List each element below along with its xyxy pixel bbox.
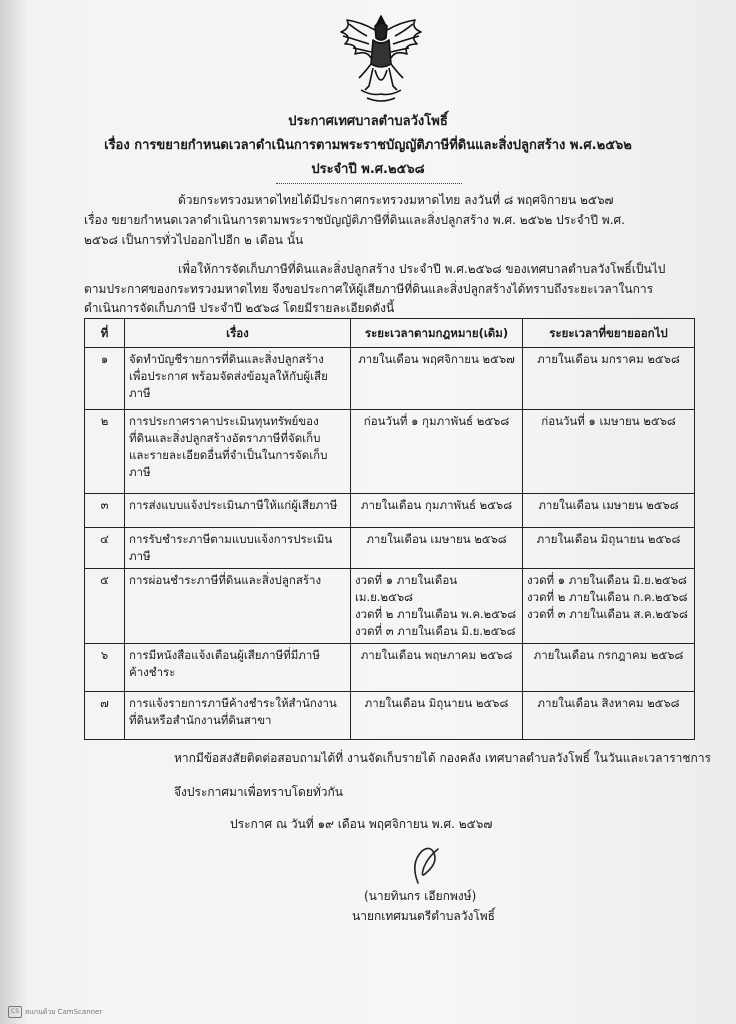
row-topic — [125, 692, 351, 740]
row-number: ๔ — [85, 528, 125, 569]
table-body — [85, 348, 695, 740]
signer-name: (นายทินกร เอียกพงษ์) — [364, 889, 477, 903]
row-topic — [125, 528, 351, 569]
row-old-period-line: งวดที่ ๓ ภายในเดือน มิ.ย.๒๕๖๘ — [355, 624, 516, 638]
row-new-period-line: งวดที่ ๒ ภายในเดือน ก.ค.๒๕๖๘ — [527, 590, 688, 604]
table-row — [85, 528, 695, 569]
row-old-period-line: ก่อนวันที่ ๑ กุมภาพันธ์ ๒๕๖๘ — [363, 414, 510, 428]
row-topic — [125, 410, 351, 494]
row-topic-line: ค้างชำระ — [129, 665, 176, 679]
announce-line: จึงประกาศมาเพื่อทราบโดยทั่วกัน — [174, 785, 343, 799]
row-topic-line: การมีหนังสือแจ้งเตือนผู้เสียภาษีที่มีภาษี — [129, 648, 320, 662]
header-new-period: ระยะเวลาที่ขยายออกไป — [523, 319, 695, 348]
row-new-period — [523, 644, 695, 692]
row-number: ๗ — [85, 692, 125, 740]
row-topic — [125, 348, 351, 410]
row-topic-line: ภาษี — [129, 465, 151, 479]
row-number: ๑ — [85, 348, 125, 410]
table-row — [85, 644, 695, 692]
row-old-period — [351, 569, 523, 644]
announcement-subject: เรื่อง การขยายกำหนดเวลาดำเนินการตามพระราชบัญญัติภาษีที่ดินและสิ่งปลูกสร้าง พ.ศ.๒๕๖๒ — [104, 138, 632, 153]
row-number: ๕ — [85, 569, 125, 644]
row-topic-line: ภาษี — [129, 549, 151, 563]
row-old-period-line: ภายในเดือน เมษายน ๒๕๖๘ — [366, 532, 507, 546]
row-new-period — [523, 494, 695, 528]
row-new-period — [523, 528, 695, 569]
row-topic-line: การผ่อนชำระภาษีที่ดินและสิ่งปลูกสร้าง — [129, 573, 322, 587]
table-row — [85, 569, 695, 644]
row-old-period — [351, 348, 523, 410]
table-row — [85, 410, 695, 494]
header-topic: เรื่อง — [125, 319, 351, 348]
camscanner-icon: CS — [8, 1006, 22, 1018]
announcement-year: ประจำปี พ.ศ.๒๕๖๘ — [311, 162, 425, 177]
divider-line — [276, 183, 462, 184]
row-old-period-line: งวดที่ ๒ ภายในเดือน พ.ค.๒๕๖๘ — [355, 607, 517, 621]
row-old-period-line: ภายในเดือน พฤศจิกายน ๒๕๖๗ — [358, 352, 515, 366]
paragraph1-line2: เรื่อง ขยายกำหนดเวลาดำเนินการตามพระราชบัญญัติภาษีที่ดินและสิ่งปลูกสร้าง พ.ศ. ๒๕๖๒ ประจำปี พ.ศ. — [84, 213, 625, 227]
row-new-period-line: งวดที่ ๓ ภายในเดือน ส.ค.๒๕๖๘ — [527, 607, 688, 621]
row-new-period-line: ภายในเดือน สิงหาคม ๒๕๖๘ — [537, 696, 680, 710]
header-old-period: ระยะเวลาตามกฎหมาย(เดิม) — [351, 319, 523, 348]
row-topic — [125, 569, 351, 644]
garuda-emblem-icon — [331, 14, 431, 106]
row-topic-line: และรายละเอียดอื่นที่จำเป็นในการจัดเก็บ — [129, 448, 328, 462]
row-topic-line: การแจ้งรายการภาษีค้างชำระให้สำนักงาน — [129, 696, 337, 710]
row-number: ๒ — [85, 410, 125, 494]
row-new-period-line: ภายในเดือน เมษายน ๒๕๖๘ — [538, 498, 679, 512]
signer-title: นายกเทศมนตรีตำบลวังโพธิ์ — [352, 909, 495, 923]
row-topic — [125, 494, 351, 528]
row-topic-line: การรับชำระภาษีตามแบบแจ้งการประเมิน — [129, 532, 333, 546]
row-old-period — [351, 692, 523, 740]
table-header-row — [85, 319, 695, 348]
paragraph2-line1: เพื่อให้การจัดเก็บภาษีที่ดินและสิ่งปลูกสร้าง ประจำปี พ.ศ.๒๕๖๘ ของเทศบาลตำบลวังโพธิ์เป็นไป — [178, 262, 666, 276]
row-number: ๓ — [85, 494, 125, 528]
row-new-period-line: ก่อนวันที่ ๑ เมษายน ๒๕๖๘ — [541, 414, 676, 428]
row-new-period-line: ภายในเดือน มิถุนายน ๒๕๖๘ — [536, 532, 681, 546]
row-old-period-line: งวดที่ ๑ ภายในเดือน เม.ย.๒๕๖๘ — [355, 573, 458, 604]
row-old-period — [351, 528, 523, 569]
row-topic-line: การประกาศราคาประเมินทุนทรัพย์ของ — [129, 414, 319, 428]
row-old-period — [351, 494, 523, 528]
paragraph1-line3: ๒๕๖๘ เป็นการทั่วไปออกไปอีก ๒ เดือน นั้น — [84, 233, 304, 247]
paragraph2-line3: ดำเนินการจัดเก็บภาษี ประจำปี ๒๕๖๘ โดยมีรายละเอียดดังนี้ — [84, 301, 395, 315]
schedule-table — [84, 318, 695, 740]
announcement-title: ประกาศเทศบาลตำบลวังโพธิ์ — [288, 114, 448, 129]
row-topic-line: ภาษี — [129, 386, 151, 400]
row-new-period-line: งวดที่ ๑ ภายในเดือน มิ.ย.๒๕๖๘ — [527, 573, 687, 587]
row-old-period — [351, 644, 523, 692]
row-old-period — [351, 410, 523, 494]
row-new-period — [523, 348, 695, 410]
row-old-period-line: ภายในเดือน พฤษภาคม ๒๕๖๘ — [360, 648, 513, 662]
row-new-period — [523, 569, 695, 644]
signature-mark — [404, 843, 448, 887]
row-number: ๖ — [85, 644, 125, 692]
table-row — [85, 348, 695, 410]
header-no: ที่ — [85, 319, 125, 348]
row-new-period — [523, 410, 695, 494]
paragraph2-line2: ตามประกาศของกระทรวงมหาดไทย จึงขอประกาศให้ผู้เสียภาษีที่ดินและสิ่งปลูกสร้างได้ทราบถึงระยะเวลาในการ — [84, 282, 654, 296]
row-old-period-line: ภายในเดือน มิถุนายน ๒๕๖๘ — [364, 696, 509, 710]
contact-note: หากมีข้อสงสัยติดต่อสอบถามได้ที่ งานจัดเก็บรายได้ กองคลัง เทศบาลตำบลวังโพธิ์ ในวันและเวลาราชการ — [174, 751, 712, 765]
row-topic-line: เพื่อประกาศ พร้อมจัดส่งข้อมูลให้กับผู้เสีย — [129, 369, 328, 383]
table-row — [85, 692, 695, 740]
row-topic-line: จัดทำบัญชีรายการที่ดินและสิ่งปลูกสร้าง — [129, 352, 324, 366]
row-topic-line: ที่ดินและสิ่งปลูกสร้างอัตราภาษีที่จัดเก็บ — [129, 431, 321, 445]
announce-date: ประกาศ ณ วันที่ ๑๙ เดือน พฤศจิกายน พ.ศ. ๒๕๖๗ — [230, 817, 493, 831]
row-new-period-line: ภายในเดือน กรกฎาคม ๒๕๖๘ — [533, 648, 684, 662]
row-topic — [125, 644, 351, 692]
row-old-period-line: ภายในเดือน กุมภาพันธ์ ๒๕๖๘ — [360, 498, 513, 512]
row-new-period-line: ภายในเดือน มกราคม ๒๕๖๘ — [537, 352, 680, 366]
row-topic-line: ที่ดินหรือสำนักงานที่ดินสาขา — [129, 713, 272, 727]
scanner-footer — [8, 1006, 102, 1018]
table-row — [85, 494, 695, 528]
row-new-period — [523, 692, 695, 740]
row-topic-line: การส่งแบบแจ้งประเมินภาษีให้แก่ผู้เสียภาษี — [129, 498, 338, 512]
scanner-text: สแกนด้วย CamScanner — [25, 1008, 103, 1016]
paragraph1-line1: ด้วยกระทรวงมหาดไทยได้มีประกาศกระทรวงมหาดไทย ลงวันที่ ๘ พฤศจิกายน ๒๕๖๗ — [178, 193, 614, 207]
